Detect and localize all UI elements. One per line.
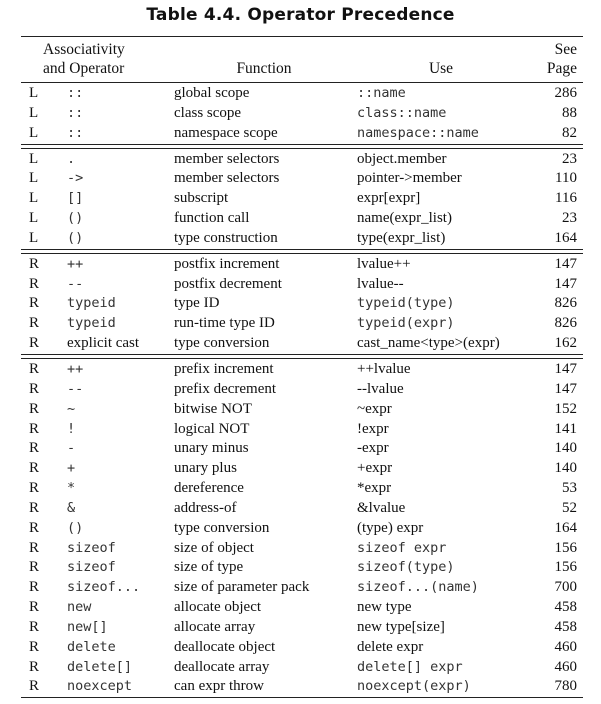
use-cell: ~expr xyxy=(357,400,392,417)
operator-cell: * xyxy=(67,480,76,497)
use-cell: *expr xyxy=(357,480,392,497)
table-row xyxy=(21,499,583,519)
page-cell: 110 xyxy=(555,170,577,187)
table-row xyxy=(21,677,583,697)
table-row xyxy=(21,439,583,459)
use-cell: sizeof(type) xyxy=(357,559,455,576)
table-row xyxy=(21,294,583,314)
associativity-cell: R xyxy=(29,480,40,497)
function-cell: dereference xyxy=(174,480,244,497)
header-associativity xyxy=(43,40,173,78)
associativity-cell: R xyxy=(29,658,40,675)
table-row xyxy=(21,380,583,400)
associativity-cell: L xyxy=(29,229,39,246)
function-cell: size of type xyxy=(174,559,244,576)
operator-cell: typeid xyxy=(67,315,116,332)
function-cell: class scope xyxy=(174,104,242,121)
associativity-cell: R xyxy=(29,440,40,457)
use-cell: -expr xyxy=(357,440,389,457)
row-group xyxy=(21,358,583,698)
function-cell: member selectors xyxy=(174,150,280,167)
header-function: Function xyxy=(236,60,292,77)
operator-cell: ! xyxy=(67,420,76,437)
table-row xyxy=(21,400,583,420)
page-cell: 141 xyxy=(554,420,577,437)
operator-cell: + xyxy=(67,460,76,477)
table-row xyxy=(21,209,583,229)
operator-cell: -- xyxy=(67,275,84,292)
row-group xyxy=(21,253,583,355)
associativity-cell: L xyxy=(29,190,39,207)
table-row xyxy=(21,275,583,295)
operator-cell: delete xyxy=(67,638,116,655)
operator-cell: ~ xyxy=(67,400,76,417)
table-row xyxy=(21,104,583,124)
use-cell: ::name xyxy=(357,85,406,101)
use-cell: (type) expr xyxy=(357,519,424,536)
associativity-cell: R xyxy=(29,315,40,332)
operator-cell: sizeof... xyxy=(67,579,141,596)
table-row xyxy=(21,479,583,499)
operator-precedence-table xyxy=(21,36,583,698)
associativity-cell: R xyxy=(29,539,40,556)
use-cell: delete expr xyxy=(357,638,424,655)
table-row xyxy=(21,598,583,618)
function-cell: logical NOT xyxy=(174,420,250,437)
associativity-cell: R xyxy=(29,499,40,516)
table-header xyxy=(21,36,583,83)
header-see-page xyxy=(527,40,577,78)
page-cell: 458 xyxy=(554,618,577,635)
function-cell: namespace scope xyxy=(174,124,278,141)
table-row xyxy=(21,618,583,638)
page-cell: 147 xyxy=(554,360,577,377)
associativity-cell: R xyxy=(29,380,40,397)
operator-cell: new[] xyxy=(67,618,108,635)
operator-cell: explicit cast xyxy=(67,335,140,352)
associativity-cell: L xyxy=(29,170,39,187)
table-row xyxy=(21,124,583,144)
operator-cell: ++ xyxy=(67,255,84,272)
table-row xyxy=(21,558,583,578)
table-row xyxy=(21,334,583,354)
page-cell: 460 xyxy=(554,658,577,675)
function-cell: type ID xyxy=(174,295,220,312)
associativity-cell: R xyxy=(29,618,40,635)
operator-cell: typeid xyxy=(67,295,116,312)
function-cell: run-time type ID xyxy=(174,315,275,332)
page-cell: 700 xyxy=(554,579,577,596)
operator-cell: () xyxy=(67,519,84,536)
function-cell: function call xyxy=(174,210,250,227)
function-cell: can expr throw xyxy=(174,678,264,695)
use-cell: new type xyxy=(357,599,412,616)
function-cell: unary plus xyxy=(174,460,237,477)
operator-cell: sizeof xyxy=(67,559,116,576)
function-cell: member selectors xyxy=(174,170,280,187)
use-cell: sizeof expr xyxy=(357,539,447,556)
associativity-cell: R xyxy=(29,519,40,536)
page-cell: 140 xyxy=(554,460,577,477)
page-cell: 147 xyxy=(554,255,577,272)
use-cell: lvalue-- xyxy=(357,275,404,292)
operator-cell: :: xyxy=(67,85,84,101)
use-cell: new type[size] xyxy=(357,618,445,635)
function-cell: prefix decrement xyxy=(174,380,277,397)
function-cell: subscript xyxy=(174,190,229,207)
operator-cell: noexcept xyxy=(67,678,133,695)
header-use: Use xyxy=(428,60,454,77)
associativity-cell: L xyxy=(29,85,39,101)
function-cell: size of parameter pack xyxy=(174,579,310,596)
use-cell: expr[expr] xyxy=(357,190,421,207)
function-cell: allocate array xyxy=(174,618,256,635)
page-cell: 88 xyxy=(562,104,577,121)
associativity-cell: R xyxy=(29,599,40,616)
function-cell: deallocate object xyxy=(174,638,276,655)
page-cell: 164 xyxy=(554,519,577,536)
function-cell: postfix increment xyxy=(174,255,280,272)
associativity-cell: R xyxy=(29,559,40,576)
table-row xyxy=(21,229,583,249)
page-cell: 826 xyxy=(554,295,577,312)
operator-cell: & xyxy=(67,499,76,516)
page-cell: 458 xyxy=(554,599,577,616)
operator-cell: :: xyxy=(67,124,84,141)
operator-cell: ++ xyxy=(67,360,84,377)
use-cell: cast_name<type>(expr) xyxy=(357,335,500,352)
header-assoc-line1: Associativity xyxy=(43,41,125,58)
table-row xyxy=(21,150,583,170)
use-cell: !expr xyxy=(357,420,389,437)
page-cell: 286 xyxy=(554,85,577,101)
use-cell: noexcept(expr) xyxy=(357,678,471,695)
page-cell: 53 xyxy=(562,480,577,497)
page-cell: 460 xyxy=(554,638,577,655)
function-cell: bitwise NOT xyxy=(174,400,252,417)
table-row xyxy=(21,459,583,479)
page-cell: 164 xyxy=(554,229,577,246)
use-cell: name(expr_list) xyxy=(357,210,452,227)
associativity-cell: L xyxy=(29,210,39,227)
use-cell: &lvalue xyxy=(357,499,406,516)
function-cell: type conversion xyxy=(174,519,270,536)
page-cell: 52 xyxy=(562,499,577,516)
table-row xyxy=(21,189,583,209)
page-cell: 826 xyxy=(554,315,577,332)
table-row xyxy=(21,578,583,598)
use-cell: typeid(expr) xyxy=(357,315,455,332)
function-cell: global scope xyxy=(174,85,250,101)
header-assoc-line2: and Operator xyxy=(43,60,125,77)
table-row xyxy=(21,638,583,658)
header-page-line1: See xyxy=(554,41,577,58)
use-cell: --lvalue xyxy=(357,380,404,397)
associativity-cell: R xyxy=(29,295,40,312)
page-cell: 23 xyxy=(562,150,577,167)
associativity-cell: R xyxy=(29,275,40,292)
page-cell: 82 xyxy=(562,124,577,141)
operator-cell: new xyxy=(67,599,92,616)
table-row xyxy=(21,84,583,104)
function-cell: type conversion xyxy=(174,335,270,352)
function-cell: size of object xyxy=(174,539,254,556)
associativity-cell: L xyxy=(29,104,39,121)
page-cell: 23 xyxy=(562,210,577,227)
operator-cell: [] xyxy=(67,190,84,207)
table-row xyxy=(21,360,583,380)
table-row xyxy=(21,255,583,275)
associativity-cell: R xyxy=(29,638,40,655)
use-cell: delete[] expr xyxy=(357,658,463,675)
operator-cell: . xyxy=(67,150,76,167)
row-group xyxy=(21,148,583,250)
function-cell: postfix decrement xyxy=(174,275,282,292)
associativity-cell: R xyxy=(29,335,40,352)
table-row xyxy=(21,539,583,559)
associativity-cell: R xyxy=(29,360,40,377)
page-cell: 780 xyxy=(554,678,577,695)
associativity-cell: R xyxy=(29,420,40,437)
use-cell: pointer->member xyxy=(357,170,462,187)
table-row xyxy=(21,169,583,189)
associativity-cell: R xyxy=(29,460,40,477)
function-cell: type construction xyxy=(174,229,278,246)
function-cell: unary minus xyxy=(174,440,249,457)
operator-cell: () xyxy=(67,229,84,246)
use-cell: sizeof...(name) xyxy=(357,579,479,596)
operator-cell: -- xyxy=(67,380,84,397)
table-row xyxy=(21,519,583,539)
page-cell: 147 xyxy=(554,380,577,397)
page-cell: 156 xyxy=(554,559,577,576)
use-cell: object.member xyxy=(357,150,447,167)
table-title: Table 4.4. Operator Precedence xyxy=(146,5,455,25)
function-cell: address-of xyxy=(174,499,237,516)
function-cell: deallocate array xyxy=(174,658,270,675)
page-cell: 156 xyxy=(554,539,577,556)
header-page-line2: Page xyxy=(546,60,577,77)
operator-cell: -> xyxy=(67,170,84,187)
use-cell: namespace::name xyxy=(357,124,479,141)
associativity-cell: R xyxy=(29,678,40,695)
associativity-cell: L xyxy=(29,150,39,167)
table-row xyxy=(21,658,583,678)
page-cell: 116 xyxy=(555,190,577,207)
function-cell: allocate object xyxy=(174,599,262,616)
associativity-cell: R xyxy=(29,400,40,417)
use-cell: lvalue++ xyxy=(357,255,411,272)
operator-cell: () xyxy=(67,210,84,227)
associativity-cell: R xyxy=(29,579,40,596)
operator-cell: - xyxy=(67,440,76,457)
use-cell: class::name xyxy=(357,104,447,121)
operator-cell: sizeof xyxy=(67,539,116,556)
table-row xyxy=(21,420,583,440)
operator-cell: delete[] xyxy=(67,658,133,675)
operator-cell: :: xyxy=(67,104,84,121)
associativity-cell: L xyxy=(29,124,39,141)
page-cell: 140 xyxy=(554,440,577,457)
page-cell: 152 xyxy=(554,400,577,417)
use-cell: type(expr_list) xyxy=(357,229,446,246)
associativity-cell: R xyxy=(29,255,40,272)
page-cell: 162 xyxy=(554,335,577,352)
table-row xyxy=(21,314,583,334)
use-cell: typeid(type) xyxy=(357,295,455,312)
table-body xyxy=(21,83,583,698)
use-cell: +expr xyxy=(357,460,393,477)
page-cell: 147 xyxy=(554,275,577,292)
use-cell: ++lvalue xyxy=(357,360,411,377)
row-group xyxy=(21,83,583,145)
function-cell: prefix increment xyxy=(174,360,274,377)
